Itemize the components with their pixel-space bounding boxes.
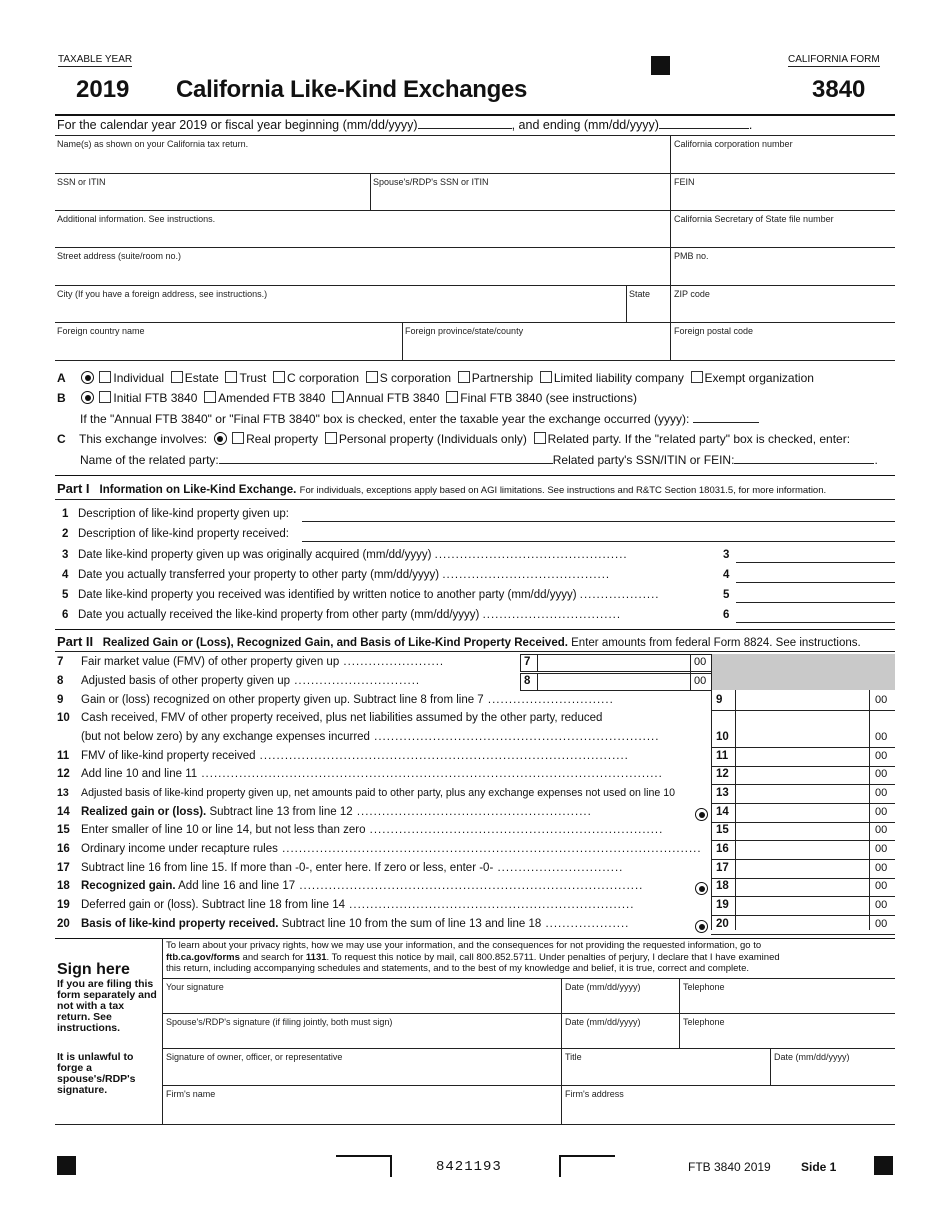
llc-checkbox[interactable] <box>540 371 552 383</box>
amended-checkbox[interactable] <box>204 391 216 403</box>
llc-label: Limited liability company <box>553 371 684 385</box>
your-signature-field[interactable]: Your signature <box>166 982 224 992</box>
leader-dots: ........................ <box>339 656 445 668</box>
header-rule <box>55 114 895 116</box>
spouse-ssn-field-label[interactable]: Spouse's/RDP's SSN or ITIN <box>373 177 489 187</box>
line-bold-text: Basis of like-kind property received. <box>81 918 279 930</box>
cents-value: 00 <box>875 880 888 892</box>
bullet-icon <box>81 371 94 384</box>
line-text: Subtract line 16 from line 15. If more than -0-, enter here. If zero or less, enter -0- <box>81 862 494 874</box>
sign-rule <box>55 1124 895 1125</box>
foreign-province-label[interactable]: Foreign province/state/county <box>405 326 524 336</box>
line-3-box-number: 3 <box>723 549 730 561</box>
firm-address-field[interactable]: Firm's address <box>565 1089 624 1099</box>
line-2-input[interactable] <box>302 541 895 542</box>
calendar-year-line: For the calendar year 2019 or fiscal year beginning (mm/dd/yyyy) , and ending (mm/dd/yyyy) . <box>57 118 753 132</box>
amount-input[interactable] <box>711 784 895 785</box>
part1-line-5: 5 Date like-kind property you received was identified by written notice to another party (mm/dd/yyyy) ................... <box>62 589 660 601</box>
bullet-icon <box>81 391 94 404</box>
bullet-icon <box>695 808 708 821</box>
part1-header <box>57 481 826 496</box>
cents-value: 00 <box>875 843 888 855</box>
foreign-postal-label[interactable]: Foreign postal code <box>674 326 754 336</box>
line-text: FMV of like-kind property received <box>81 750 256 762</box>
line-number: 17 <box>57 862 70 874</box>
form-reference: FTB 3840 2019 <box>688 1160 771 1174</box>
line-text: Enter smaller of line 10 or line 14, but not less than zero <box>81 824 366 836</box>
line-c <box>57 432 850 446</box>
sos-file-number-label[interactable]: California Secretary of State file number <box>674 214 834 224</box>
part2-line <box>57 731 659 743</box>
part1-rule <box>55 499 895 500</box>
line-text: Cash received, FMV of other property received, plus net liabilities assumed by the other party, reduced <box>81 712 603 724</box>
grid-rule <box>55 360 895 361</box>
partnership-label: Partnership <box>471 371 534 385</box>
line-number: 9 <box>57 694 64 706</box>
part2-line <box>57 712 602 724</box>
amount-input[interactable] <box>711 766 895 767</box>
c-corporation-checkbox[interactable] <box>273 371 285 383</box>
line-4-text: Date you actually transferred your property to other party (mm/dd/yyyy) <box>78 569 440 581</box>
line-number: 13 <box>57 787 69 799</box>
cents-value: 00 <box>875 750 888 762</box>
form-code: 8421193 <box>436 1159 502 1175</box>
amount-input[interactable] <box>711 934 895 935</box>
box-number: 17 <box>716 862 729 874</box>
privacy-text-1: To learn about your privacy rights, how we may use your information, and the consequences for not providing the requested information, go to <box>166 940 762 951</box>
grid-rule <box>55 322 895 323</box>
fiscal-end-input[interactable] <box>659 128 749 129</box>
grid-rule <box>55 247 895 248</box>
ftb-forms-link[interactable]: ftb.ca.gov/forms <box>166 951 240 963</box>
box-number: 7 <box>524 656 531 668</box>
privacy-notice <box>166 940 894 975</box>
sign-divider <box>561 978 562 1124</box>
related-party-line: Name of the related party: Related party's SSN/ITIN or FEIN: . <box>80 453 878 467</box>
state-label[interactable]: State <box>629 289 651 299</box>
leader-dots: .................................................................... <box>369 731 660 743</box>
line-number: 1 <box>62 508 69 520</box>
date-field-2[interactable]: Date (mm/dd/yyyy) <box>565 1017 641 1027</box>
part1-line-6: 6 Date you actually received the like-kind property from other party (mm/dd/yyyy) ................................. <box>62 609 622 621</box>
privacy-text-3: this return, including accompanying schedules and statements, and to the best of my knowledge and belief, it is true, correct and complete. <box>166 963 749 974</box>
leader-dots: .................................................................................................... <box>277 843 702 855</box>
part2-line <box>57 918 629 930</box>
part1-rule <box>55 475 895 476</box>
related-name-label: Name of the related party: <box>80 453 219 467</box>
line-1-input[interactable] <box>302 521 895 522</box>
related-name-input[interactable] <box>219 463 553 464</box>
line-number: 12 <box>57 768 70 780</box>
amount-input[interactable] <box>711 915 895 916</box>
line-text: Deferred gain or (loss). Subtract line 18 from line 14 <box>81 899 345 911</box>
amount-input[interactable] <box>711 859 895 860</box>
line-b-letter: B <box>57 391 66 405</box>
cents-value: 00 <box>875 731 888 743</box>
line-number: 11 <box>57 750 70 762</box>
box-number: 19 <box>716 899 729 911</box>
partnership-checkbox[interactable] <box>458 371 470 383</box>
grid-divider <box>370 173 371 210</box>
cents-value: 00 <box>875 899 888 911</box>
grid-divider <box>626 285 627 322</box>
line-bold-text: Recognized gain. <box>81 880 176 892</box>
personal-property-checkbox[interactable] <box>325 432 337 444</box>
california-form-label: CALIFORNIA FORM <box>788 54 880 65</box>
ssn-field-label[interactable]: SSN or ITIN <box>57 177 106 187</box>
part1-label: Part I <box>57 481 90 496</box>
part2-line <box>57 843 702 855</box>
cents-value: 00 <box>875 806 888 818</box>
box-number: 9 <box>716 694 723 706</box>
line-number: 18 <box>57 880 70 892</box>
line-text: Add line 10 and line 11 <box>81 768 198 780</box>
exempt-org-label: Exempt organization <box>704 371 814 385</box>
city-label[interactable]: City (If you have a foreign address, see instructions.) <box>57 289 268 299</box>
telephone-field-2[interactable]: Telephone <box>683 1017 725 1027</box>
part2-rule <box>55 629 895 630</box>
personal-property-label: Personal property (Individuals only) <box>338 432 527 446</box>
additional-info-label[interactable]: Additional information. See instructions. <box>57 214 216 224</box>
line-5-input[interactable] <box>736 602 895 603</box>
line-3-input[interactable] <box>736 562 895 563</box>
line-number: 15 <box>57 824 70 836</box>
part1-title: Information on Like-Kind Exchange. <box>99 484 297 496</box>
line-text: Subtract line 10 from the sum of line 13 and line 18 <box>281 918 542 930</box>
leader-dots: .............................................................................................................. <box>197 768 663 780</box>
leader-dots: .............................. <box>483 694 614 706</box>
real-property-checkbox[interactable] <box>232 432 244 444</box>
annual-checkbox[interactable] <box>332 391 344 403</box>
line-number: 19 <box>57 899 70 911</box>
line-text: Add line 16 and line 17 <box>178 880 296 892</box>
real-property-label: Real property <box>246 432 319 446</box>
box-number: 8 <box>524 675 531 687</box>
box-number: 13 <box>716 787 729 799</box>
part1-note: For individuals, exceptions apply based on AGI limitations. See instructions and R&TC Section 18031.5, for more information. <box>299 485 827 496</box>
part2-rule <box>55 651 895 652</box>
line-number: 6 <box>62 609 69 621</box>
annual-label: Annual FTB 3840 <box>346 391 440 405</box>
part2-line <box>57 824 663 836</box>
cents-value: 00 <box>875 918 888 930</box>
line-b-note <box>80 412 759 426</box>
line-4-input[interactable] <box>736 582 895 583</box>
line-3-text: Date like-kind property given up was originally acquired (mm/dd/yyyy) <box>78 549 432 561</box>
part2-line <box>57 862 623 874</box>
line-number: 20 <box>57 918 70 930</box>
cents-value: 00 <box>875 862 888 874</box>
foreign-country-label[interactable]: Foreign country name <box>57 326 145 336</box>
initial-checkbox[interactable] <box>99 391 111 403</box>
box-number: 18 <box>716 880 729 892</box>
cents-value: 00 <box>694 675 707 687</box>
cents-value: 00 <box>875 787 888 799</box>
line-number: 4 <box>62 569 69 581</box>
line-text: Subtract line 13 from line 12 <box>209 806 353 818</box>
fein-field-label[interactable]: FEIN <box>674 177 695 187</box>
privacy-number: 1131 <box>305 951 327 963</box>
names-field-label[interactable]: Name(s) as shown on your California tax return. <box>57 139 249 149</box>
amended-label: Amended FTB 3840 <box>218 391 326 405</box>
line-c-intro: This exchange involves: <box>79 432 208 446</box>
part1-line-1 <box>62 508 289 520</box>
line-text: Adjusted basis of like-kind property given up, net amounts paid to other party, plus any exchange expenses not used on line 10 <box>81 787 676 799</box>
column-divider <box>711 654 712 690</box>
line-8-input[interactable] <box>536 673 711 691</box>
bullet-icon <box>695 920 708 933</box>
line-number: 8 <box>57 675 64 687</box>
leader-dots: .............................. <box>290 675 421 687</box>
line-number: 10 <box>57 712 70 724</box>
registration-mark <box>874 1156 893 1175</box>
line-text: Ordinary income under recapture rules <box>81 843 278 855</box>
line-4-box-number: 4 <box>723 569 730 581</box>
amount-input[interactable] <box>711 710 895 711</box>
registration-mark <box>57 1156 76 1175</box>
line-number: 14 <box>57 806 70 818</box>
line-a <box>57 371 814 385</box>
initial-label: Initial FTB 3840 <box>113 391 198 405</box>
sign-divider <box>679 978 680 1048</box>
spouse-signature-field[interactable]: Spouse's/RDP's signature (if filing jointly, both must sign) <box>166 1017 393 1027</box>
bullet-icon <box>214 432 227 445</box>
sign-here-note: If you are filing this form separately and not with a tax return. See instructions. <box>57 978 157 1034</box>
trust-label: Trust <box>239 371 267 385</box>
grid-divider <box>402 322 403 360</box>
part1-line-2 <box>62 528 289 540</box>
firm-name-field[interactable]: Firm's name <box>166 1089 216 1099</box>
scan-bracket <box>336 1155 392 1177</box>
zip-label[interactable]: ZIP code <box>674 289 710 299</box>
registration-mark <box>651 56 670 75</box>
part1-line-3: 3 Date like-kind property given up was originally acquired (mm/dd/yyyy) .............................................. <box>62 549 628 561</box>
form-number: 3840 <box>812 76 866 103</box>
line-text: Adjusted basis of other property given up <box>81 675 291 687</box>
date-field-1[interactable]: Date (mm/dd/yyyy) <box>565 982 641 992</box>
part2-line <box>57 675 420 687</box>
privacy-text-mid: and search for <box>242 951 304 963</box>
related-ssn-label: Related party's SSN/ITIN or FEIN: <box>552 453 735 467</box>
line-number: 5 <box>62 589 69 601</box>
line-number: 3 <box>62 549 69 561</box>
s-corporation-checkbox[interactable] <box>366 371 378 383</box>
page-side: Side 1 <box>801 1160 837 1174</box>
line-1-text: Description of like-kind property given up: <box>78 508 289 520</box>
line-number: 7 <box>57 656 64 668</box>
column-divider <box>711 690 712 930</box>
grid-rule <box>55 173 895 174</box>
part1-line-4: 4 Date you actually transferred your property to other party (mm/dd/yyyy) ........................................ <box>62 569 611 581</box>
leader-dots: ........................................................ <box>352 806 592 818</box>
calendar-ending-text: , and ending (mm/dd/yyyy) <box>511 118 659 132</box>
sign-rule <box>162 1013 895 1014</box>
sign-rule <box>55 938 895 939</box>
shaded-area <box>711 654 895 690</box>
s-corporation-label: S corporation <box>379 371 452 385</box>
individual-label: Individual <box>113 371 165 385</box>
box-number: 11 <box>716 750 729 762</box>
line-a-letter: A <box>57 371 66 385</box>
exempt-org-checkbox[interactable] <box>691 371 703 383</box>
cents-divider <box>869 690 870 930</box>
grid-rule <box>55 285 895 286</box>
leader-dots: ........................................................................................ <box>255 750 629 762</box>
leader-dots: .................................................................................. <box>295 880 644 892</box>
taxable-year-label: TAXABLE YEAR <box>58 54 133 65</box>
estate-label: Estate <box>184 371 219 385</box>
box-number: 12 <box>716 768 729 780</box>
leader-dots: .................................................................... <box>344 899 635 911</box>
part2-line <box>57 656 444 668</box>
leader-dots: ...................................................................... <box>365 824 664 836</box>
telephone-field-1[interactable]: Telephone <box>683 982 725 992</box>
pmb-label[interactable]: PMB no. <box>674 251 709 261</box>
privacy-text-2: . To request this notice by mail, call 800.852.5711. Under penalties of perjury, I declare that I have examined <box>326 951 780 963</box>
line-number: 16 <box>57 843 70 855</box>
line-7-input[interactable] <box>536 654 711 672</box>
page-title: California Like-Kind Exchanges <box>176 76 528 103</box>
amount-input[interactable] <box>711 803 895 804</box>
line-6-text: Date you actually received the like-kind property from other party (mm/dd/yyyy) <box>78 609 480 621</box>
part2-note: Enter amounts from federal Form 8824. See instructions. <box>571 637 861 649</box>
leader-dots: .................... <box>541 918 630 930</box>
part2-title: Realized Gain or (Loss), Recognized Gain, and Basis of Like-Kind Property Received. <box>102 637 568 649</box>
scan-bracket <box>559 1155 615 1177</box>
final-checkbox[interactable] <box>446 391 458 403</box>
box-number: 14 <box>716 806 729 818</box>
tax-year: 2019 <box>76 76 130 103</box>
sign-divider <box>770 1048 771 1085</box>
line-2-text: Description of like-kind property received: <box>78 528 289 540</box>
related-ssn-input[interactable] <box>734 463 874 464</box>
leader-dots: .............................. <box>493 862 624 874</box>
sign-rule <box>162 1048 895 1049</box>
line-5-text: Date like-kind property you received was identified by written notice to another party (mm/dd/yyyy) <box>78 589 577 601</box>
part2-line <box>57 694 614 706</box>
title-field[interactable]: Title <box>565 1052 582 1062</box>
part2-line <box>57 787 675 799</box>
part2-line <box>57 899 634 911</box>
line-c-letter: C <box>57 432 66 446</box>
line-5-box-number: 5 <box>723 589 730 601</box>
forgery-warning: It is unlawful to forge a spouse's/RDP's signature. <box>57 1051 136 1096</box>
estate-checkbox[interactable] <box>171 371 183 383</box>
exchange-year-input[interactable] <box>693 422 759 423</box>
individual-checkbox[interactable] <box>99 371 111 383</box>
part2-label: Part II <box>57 634 94 649</box>
line-6-box-number: 6 <box>723 609 730 621</box>
sign-rule <box>162 1085 895 1086</box>
part2-header <box>57 634 861 649</box>
ca-corp-number-label[interactable]: California corporation number <box>674 139 793 149</box>
grid-rule <box>55 210 895 211</box>
related-party-checkbox[interactable] <box>534 432 546 444</box>
line-text: (but not below zero) by any exchange expenses incurred <box>81 731 370 743</box>
final-label: Final FTB 3840 (see instructions) <box>460 391 637 405</box>
line-number: 2 <box>62 528 69 540</box>
calendar-year-text: For the calendar year 2019 or fiscal year beginning (mm/dd/yyyy) <box>57 118 418 132</box>
cents-divider <box>690 654 691 690</box>
bullet-icon <box>695 882 708 895</box>
part2-line <box>57 750 629 762</box>
cents-value: 00 <box>875 824 888 836</box>
line-6-input[interactable] <box>736 622 895 623</box>
grid-divider <box>670 135 671 360</box>
trust-checkbox[interactable] <box>225 371 237 383</box>
cents-value: 00 <box>875 694 888 706</box>
c-corporation-label: C corporation <box>287 371 360 385</box>
sign-rule <box>162 978 895 979</box>
line-text: Gain or (loss) recognized on other property given up. Subtract line 8 from line 7 <box>81 694 484 706</box>
part2-line <box>57 768 663 780</box>
cents-value: 00 <box>875 768 888 780</box>
box-number: 10 <box>716 731 729 743</box>
line-b <box>57 391 637 405</box>
amount-input[interactable] <box>711 822 895 823</box>
box-number: 15 <box>716 824 729 836</box>
amount-input[interactable] <box>711 878 895 879</box>
related-party-label: Related party. If the "related party" box is checked, enter: <box>547 432 851 446</box>
grid-rule <box>55 135 895 136</box>
street-address-label[interactable]: Street address (suite/room no.) <box>57 251 182 261</box>
line-bold-text: Realized gain or (loss). <box>81 806 207 818</box>
amount-input[interactable] <box>711 840 895 841</box>
line-text: Fair market value (FMV) of other property given up <box>81 656 340 668</box>
amount-input[interactable] <box>711 896 895 897</box>
cents-value: 00 <box>694 656 707 668</box>
fiscal-begin-input[interactable] <box>418 128 512 129</box>
date-field-3[interactable]: Date (mm/dd/yyyy) <box>774 1052 850 1062</box>
column-divider <box>735 690 736 930</box>
box-number: 20 <box>716 918 729 930</box>
sign-here-title: Sign here <box>57 961 130 978</box>
box-number: 16 <box>716 843 729 855</box>
line-b-note-text: If the "Annual FTB 3840" or "Final FTB 3840" box is checked, enter the taxable year the exchange occurred (yyyy): <box>80 412 690 426</box>
part2-line <box>57 880 643 892</box>
amount-input[interactable] <box>711 747 895 748</box>
part2-line <box>57 806 592 818</box>
sign-divider <box>162 938 163 1124</box>
owner-signature-field[interactable]: Signature of owner, officer, or representative <box>166 1052 343 1062</box>
